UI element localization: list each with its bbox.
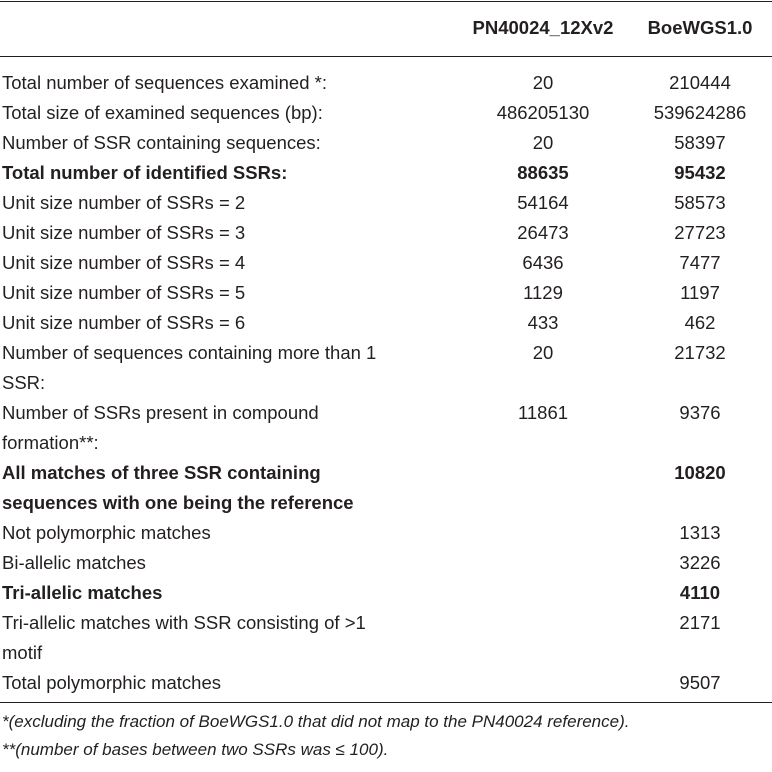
table-row [0,308,772,338]
row-label-line: SSR: [2,372,46,393]
row-label: Bi-allelic matches [2,552,146,573]
row-label-line: formation**: [2,432,99,453]
row-label-line: All matches of three SSR containing [2,462,321,483]
boewgs-value: 58397 [674,132,726,153]
header-pn40024: PN40024_12Xv2 [472,17,614,38]
table-row [0,398,772,458]
row-label: Number of SSR containing sequences: [2,132,321,153]
row-label [0,398,448,458]
table-row [0,218,772,248]
row-label-line: Number of SSRs present in compound [2,402,319,423]
boewgs-value: 210444 [669,72,731,93]
table-row [0,578,772,608]
table-row [0,668,772,698]
boewgs-value: 9376 [679,402,721,423]
boewgs-value: 58573 [674,192,726,213]
pn40024-value [448,608,628,668]
table-row [0,548,772,578]
row-label: Total number of identified SSRs: [2,162,288,183]
row-label: Total number of sequences examined *: [2,72,327,93]
pn40024-value [448,668,628,698]
boewgs-value: 10820 [674,462,726,483]
boewgs-value: 1197 [680,282,720,303]
bottom-rule [0,702,772,703]
row-label [0,608,448,668]
boewgs-value: 2171 [679,612,721,633]
row-label-line: Number of sequences containing more than 1 [2,342,377,363]
header-boewgs: BoeWGS1.0 [647,17,753,38]
pn40024-value: 20 [532,72,554,93]
row-label: Unit size number of SSRs = 5 [2,282,246,303]
boewgs-value: 462 [684,312,716,333]
row-label: Unit size number of SSRs = 2 [2,192,246,213]
pn40024-value [448,548,628,578]
pn40024-value: 433 [527,312,559,333]
row-label-line: Tri-allelic matches with SSR consisting of >1 [2,612,366,633]
footnote-2: **(number of bases between two SSRs was ≤ 100). [2,740,389,759]
table-body [0,56,772,698]
row-label: Not polymorphic matches [2,522,211,543]
table-row [0,188,772,218]
row-label [0,338,448,398]
spacer-row [0,56,772,68]
row-label [0,458,448,518]
boewgs-value: 3226 [679,552,721,573]
boewgs-value: 9507 [679,672,721,693]
pn40024-value [448,458,628,518]
footnotes [2,708,629,764]
footnote-1: *(excluding the fraction of BoeWGS1.0 that did not map to the PN40024 reference). [2,712,630,731]
table-row [0,518,772,548]
table-row [0,68,772,98]
pn40024-value [448,518,628,548]
boewgs-value: 4110 [679,582,721,603]
pn40024-value: 1129 [523,282,563,303]
boewgs-value: 21732 [674,342,726,363]
boewgs-value: 1313 [679,522,721,543]
boewgs-value: 95432 [674,162,726,183]
pn40024-value: 6436 [522,252,564,273]
pn40024-value: 20 [532,132,554,153]
table-row [0,98,772,128]
pn40024-value: 20 [532,342,554,363]
pn40024-value: 54164 [517,192,569,213]
row-label: Unit size number of SSRs = 4 [2,252,246,273]
pn40024-value: 26473 [517,222,569,243]
row-label: Unit size number of SSRs = 6 [2,312,246,333]
table-row [0,278,772,308]
header-row [0,0,772,56]
row-label: Tri-allelic matches [2,582,163,603]
boewgs-value: 539624286 [653,102,747,123]
pn40024-value: 11861 [517,402,569,423]
boewgs-value: 7477 [679,252,721,273]
row-label: Total size of examined sequences (bp): [2,102,323,123]
pn40024-value: 486205130 [496,102,590,123]
table-row [0,248,772,278]
header-label-cell [0,0,448,56]
row-label: Unit size number of SSRs = 3 [2,222,246,243]
table-row [0,128,772,158]
table-row [0,608,772,668]
row-label-line: motif [2,642,43,663]
pn40024-value [448,578,628,608]
table-row [0,338,772,398]
table-row [0,158,772,188]
row-label: Total polymorphic matches [2,672,222,693]
pn40024-value: 88635 [517,162,569,183]
boewgs-value: 27723 [674,222,726,243]
table-row [0,458,772,518]
row-label-line: sequences with one being the reference [2,492,354,513]
